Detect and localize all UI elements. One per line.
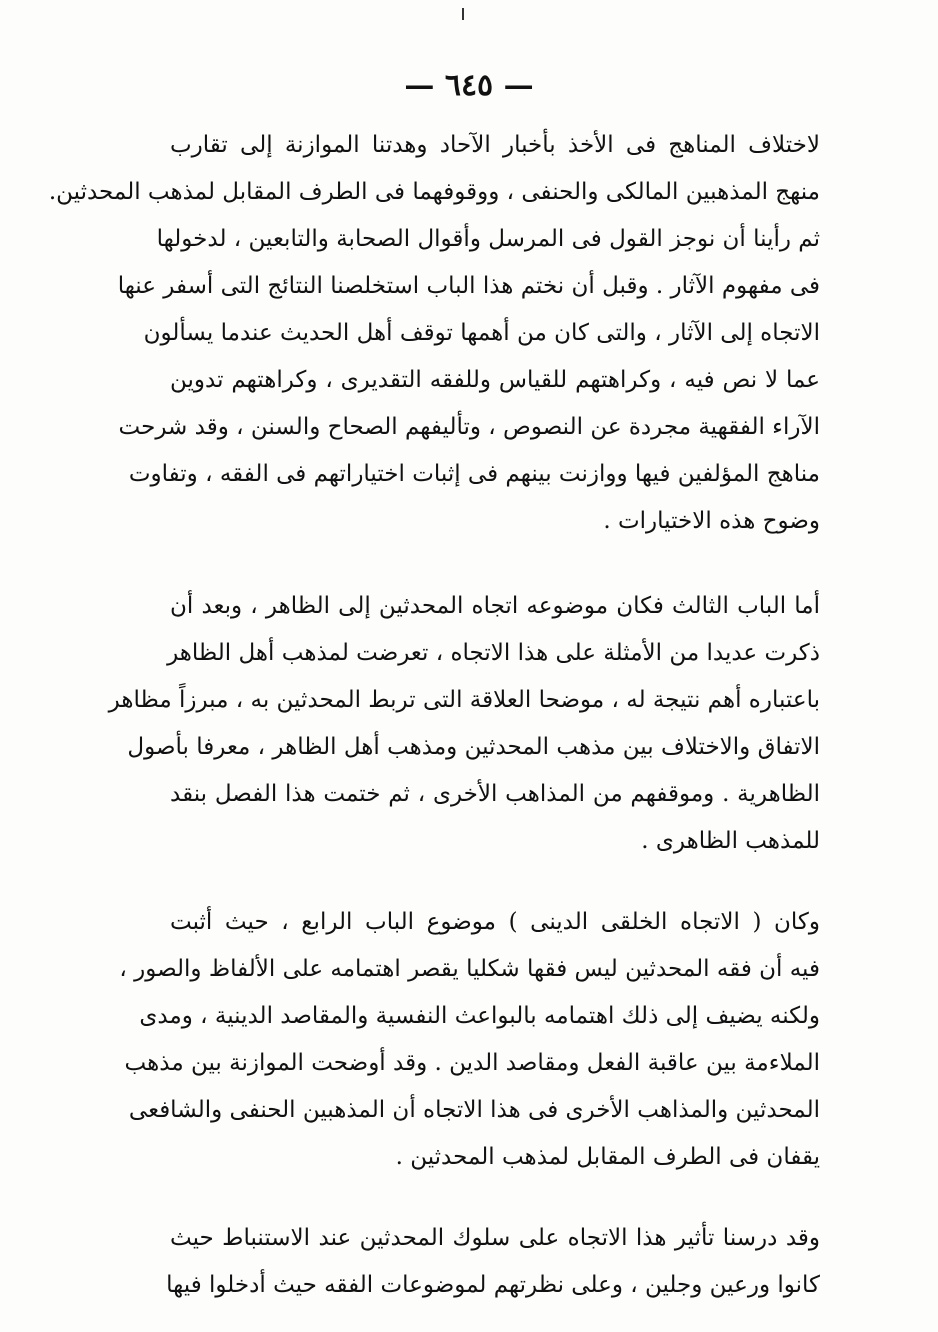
body-text	[48, 122, 820, 1309]
text-line: يقفان فى الطرف المقابل لمذهب المحدثين .	[395, 1144, 820, 1170]
text-line: مناهج المؤلفين فيها ووازنت بينهم فى إثبات اختياراتهم فى الفقه ، وتفاوت	[128, 461, 820, 487]
text-line: المحدثين والمذاهب الأخرى فى هذا الاتجاه أن المذهبين الحنفى والشافعى	[128, 1097, 820, 1123]
text-line: أما الباب الثالث فكان موضوعه اتجاه المحدثين إلى الظاهر ، وبعد أن	[170, 593, 820, 619]
text-line: ذكرت عديدا من الأمثلة على هذا الاتجاه ، تعرضت لمذهب أهل الظاهر	[167, 640, 820, 666]
text-line: الاتفاق والاختلاف بين مذهب المحدثين ومذهب أهل الظاهر ، معرفا بأصول	[127, 734, 820, 760]
paragraph-1	[48, 122, 820, 545]
text-line: وضوح هذه الاختيارات .	[603, 508, 820, 534]
text-line: ولكنه يضيف إلى ذلك اهتمامه بالبواعث النفسية والمقاصد الدينية ، ومدى	[139, 1003, 820, 1029]
paragraph-2	[108, 583, 820, 865]
text-line: عما لا نص فيه ، وكراهتهم للقياس وللفقه التقديرى ، وكراهتهم تدوين	[170, 367, 820, 393]
text-line: الظاهرية . وموقفهم من المذاهب الأخرى ، ثم ختمت هذا الفصل بنقد	[170, 781, 820, 807]
scan-mark	[462, 8, 464, 20]
page-number: — ٦٤٥ —	[404, 68, 534, 103]
text-line: للمذهب الظاهرى .	[641, 828, 820, 854]
text-line: ثم رأينا أن نوجز القول فى المرسل وأقوال الصحابة والتابعين ، لدخولها	[156, 226, 820, 252]
text-line: وكان ( الاتجاه الخلقى الدينى ) موضوع الباب الرابع ، حيث أثبت	[170, 909, 820, 935]
text-line: الاتجاه إلى الآثار ، والتى كان من أهمها توقف أهل الحديث عندما يسألون	[143, 320, 820, 346]
text-line: منهج المذهبين المالكى والحنفى ، ووقوفهما فى الطرف المقابل لمذهب المحدثين.	[48, 179, 820, 205]
text-line: لاختلاف المناهج فى الأخذ بأخبار الآحاد وهدتنا الموازنة إلى تقارب	[170, 132, 820, 158]
text-line: باعتباره أهم نتيجة له ، موضحا العلاقة التى تربط المحدثين به ، مبرزاً مظاهر	[108, 687, 820, 713]
text-line: فيه أن فقه المحدثين ليس فقها شكليا يقصر اهتمامه على الألفاظ والصور ،	[119, 956, 820, 982]
text-line: الآراء الفقهية مجردة عن النصوص ، وتأليفهم الصحاح والسنن ، وقد شرحت	[118, 414, 820, 440]
text-line: الملاءمة بين عاقبة الفعل ومقاصد الدين . وقد أوضحت الموازنة بين مذهب	[124, 1050, 820, 1076]
text-line: فى مفهوم الآثار . وقبل أن نختم هذا الباب استخلصنا النتائج التى أسفر عنها	[117, 273, 820, 299]
paragraph-3	[119, 899, 820, 1181]
text-line: كانوا ورعين وجلين ، وعلى نظرتهم لموضوعات الفقه حيث أدخلوا فيها	[166, 1272, 820, 1298]
text-line: وقد درسنا تأثير هذا الاتجاه على سلوك المحدثين عند الاستنباط حيث	[170, 1225, 820, 1251]
paragraph-4	[166, 1215, 820, 1309]
